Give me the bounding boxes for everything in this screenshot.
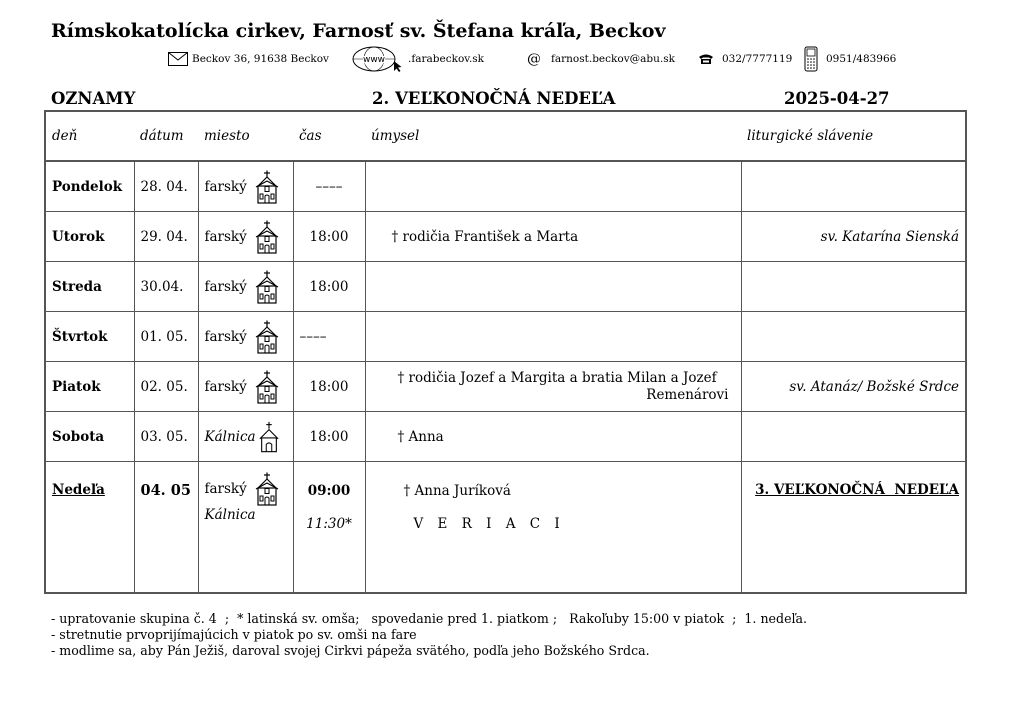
day-name: Piatok: [45, 362, 134, 412]
mass-time: 09:00: [307, 483, 351, 499]
table-row: [45, 312, 966, 362]
chapel-icon: [258, 421, 280, 453]
address-item: [168, 46, 329, 72]
liturgical-celebration: sv. Katarína Sienská: [741, 212, 966, 262]
day-name: Sobota: [45, 412, 134, 462]
mobile-item: [804, 46, 896, 72]
mass-time: ––––: [293, 161, 365, 212]
day-date: 02. 05.: [134, 362, 198, 412]
day-name: Pondelok: [45, 161, 134, 212]
col-header-liturgy: liturgické slávenie: [741, 111, 966, 161]
table-row: [45, 412, 966, 462]
email-text[interactable]: farnost.beckov@abu.sk: [551, 53, 675, 65]
table-row: [45, 262, 966, 312]
place-name-2: Kálnica: [204, 507, 256, 523]
address-text: Beckov 36, 91638 Beckov: [192, 53, 329, 65]
mass-time: ––––: [293, 312, 365, 362]
mass-time-cell: [293, 462, 365, 594]
day-name: Štvrtok: [45, 312, 134, 362]
liturgical-celebration: sv. Atanáz/ Božské Srdce: [741, 362, 966, 412]
place-name: farský: [204, 378, 247, 395]
church-icon: [255, 472, 279, 506]
at-icon: @: [527, 51, 541, 67]
date-heading: 2025-04-27: [784, 89, 890, 108]
day-date: 28. 04.: [134, 161, 198, 212]
intention-line-1: † rodičia Jozef a Margita a bratia Milan a Jozef: [397, 369, 717, 386]
note-line: - stretnutie prvoprijímajúcich v piatok po sv. omši na fare: [51, 627, 417, 642]
mass-schedule-table: [44, 110, 967, 594]
col-header-date: dátum: [134, 111, 198, 161]
mass-intention: [365, 362, 741, 412]
mass-intention-cell: [365, 462, 741, 594]
web-text[interactable]: .farabeckov.sk: [408, 53, 485, 65]
day-date: 01. 05.: [134, 312, 198, 362]
place-name: farský: [204, 278, 247, 295]
mobile-text: 0951/483966: [826, 53, 897, 65]
phone-icon: [698, 53, 714, 65]
col-header-time: čas: [293, 111, 365, 161]
mass-time: 18:00: [293, 362, 365, 412]
globe-icon: [352, 46, 404, 72]
mass-time: 18:00: [293, 262, 365, 312]
church-icon: [255, 220, 279, 254]
announcements-heading: OZNAMY: [51, 89, 136, 108]
place-cell: [198, 412, 293, 462]
mass-time: 18:00: [293, 212, 365, 262]
globe-text: www: [362, 55, 386, 65]
intention-line-2: Remenárovi: [646, 386, 729, 403]
place-name: farský: [204, 328, 247, 345]
table-row: [45, 161, 966, 212]
church-icon: [255, 370, 279, 404]
note-line: - upratovanie skupina č. 4 ; * latinská sv. omša; spovedanie pred 1. piatkom ; Rakoľuby 15:00 v piatok ; 1. nedeľa.: [51, 611, 808, 626]
day-date: 03. 05.: [134, 412, 198, 462]
note-line: - modlime sa, aby Pán Ježiš, daroval svojej Cirkvi pápeža svätého, podľa jeho Božského Srdca.: [51, 643, 650, 658]
place-cell: [198, 362, 293, 412]
sunday-heading: 2. VEĽKONOČNÁ NEDEĽA: [372, 89, 616, 108]
phone-text: 032/7777119: [722, 53, 793, 65]
col-header-intention: úmysel: [365, 111, 741, 161]
mass-intention: † rodičia František a Marta: [365, 212, 741, 262]
mass-intention: † Anna: [365, 412, 741, 462]
email-item[interactable]: [527, 46, 675, 72]
table-header-row: [45, 111, 966, 161]
mass-time-2: 11:30*: [306, 516, 352, 532]
place-cell: [198, 312, 293, 362]
place-cell: [198, 462, 293, 594]
place-name: Kálnica: [204, 428, 256, 445]
web-item[interactable]: [352, 46, 484, 72]
day-name: Utorok: [45, 212, 134, 262]
day-date: 29. 04.: [134, 212, 198, 262]
church-icon: [255, 170, 279, 204]
mass-intention: [365, 312, 741, 362]
church-icon: [255, 320, 279, 354]
day-name: Streda: [45, 262, 134, 312]
envelope-icon: [168, 52, 188, 66]
mass-intention: [365, 262, 741, 312]
liturgical-celebration: [741, 161, 966, 212]
liturgical-celebration-cell: [741, 462, 966, 594]
col-header-day: deň: [45, 111, 134, 161]
parish-title: Rímskokatolícka cirkev, Farnosť sv. Štefana kráľa, Beckov: [51, 20, 666, 42]
mass-intention-2: V E R I A C I: [413, 516, 565, 532]
place-name: farský: [204, 481, 247, 497]
liturgical-celebration: [741, 312, 966, 362]
mobile-phone-icon: [804, 46, 818, 72]
notes-section: [51, 611, 807, 659]
mass-time: 18:00: [293, 412, 365, 462]
day-date: 30.04.: [134, 262, 198, 312]
liturgical-celebration: 3. VEĽKONOČNÁ NEDEĽA: [755, 482, 959, 498]
place-cell: [198, 262, 293, 312]
table-row: [45, 212, 966, 262]
day-name: Nedeľa: [45, 462, 134, 594]
table-row: [45, 362, 966, 412]
place-name: farský: [204, 228, 247, 245]
church-icon: [255, 270, 279, 304]
mass-intention: [365, 161, 741, 212]
place-cell: [198, 212, 293, 262]
col-header-place: miesto: [198, 111, 293, 161]
liturgical-celebration: [741, 262, 966, 312]
place-cell: [198, 161, 293, 212]
place-name: farský: [204, 178, 247, 195]
liturgical-celebration: [741, 412, 966, 462]
mass-intention: † Anna Juríková: [403, 483, 511, 499]
table-row-sunday: [45, 462, 966, 594]
day-date: 04. 05: [134, 462, 198, 594]
phone-item: [698, 46, 792, 72]
